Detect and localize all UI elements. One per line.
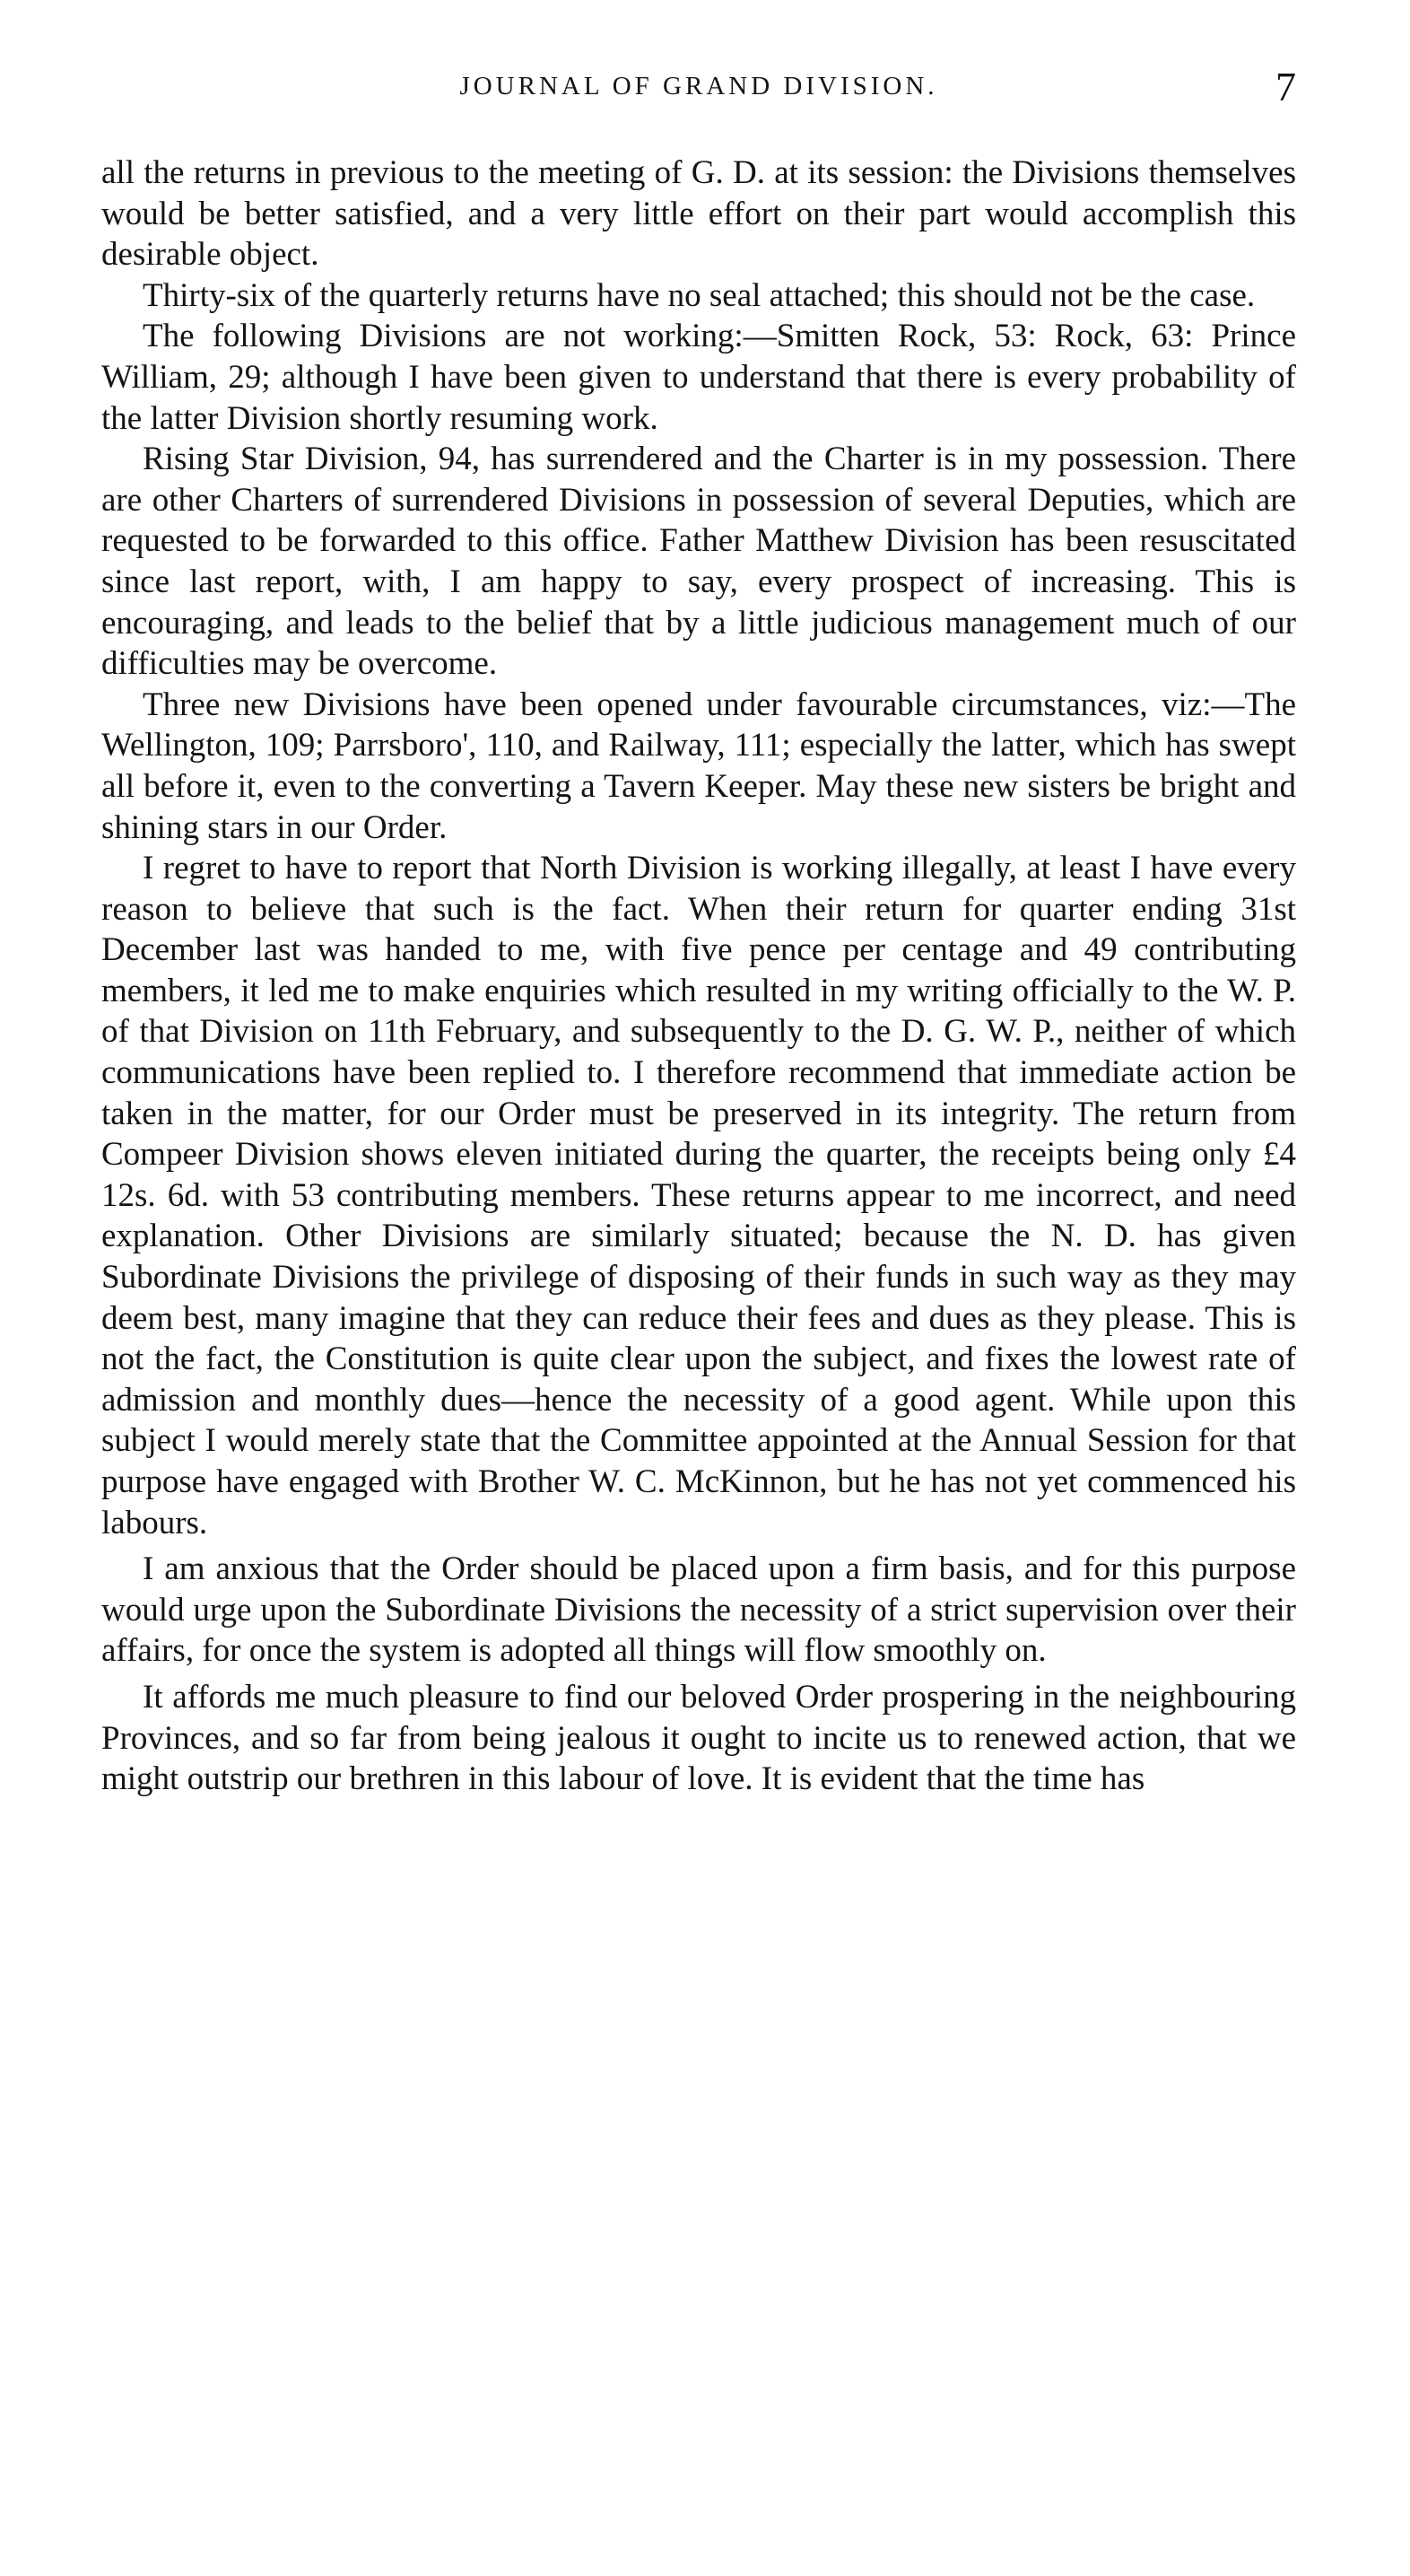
running-header xyxy=(101,63,1296,117)
paragraph-firm-basis: I am anxious that the Order should be placed upon a firm basis, and for this purpose would urge upon the Subordinate Divisions the necessity of a strict supervision over their affairs, for once the system is adopted all things will flow smoothly on. xyxy=(101,1550,1296,1670)
paragraph-north-division: I regret to have to report that North Division is working illegally, at least I have every reason to believe that such is the fact. When their return for quarter ending 31st December last was handed to me, with five pence per centage and 49 contributing members, it led me to make enquiries which resulted in my writing officially to the W. P. of that Division on 11th February, and subsequently to the D. G. W. P., neither of which communications have been replied to. I therefore recommend that immediate action be taken in the matter, for our Order must be preserved in its integrity. The return from Compeer Division shows eleven initiated during the quarter, the receipts being only £4 12s. 6d. with 53 contributing members. These returns appear to me incorrect, and need explanation. Other Divisions are similarly situated; because the N. D. has given Subordinate Divisions the privilege of disposing of their funds in such way as they may deem best, many imagine that they can reduce their fees and dues as they please. This is not the fact, the Constitution is quite clear upon the subject, and fixes the lowest rate of admission and monthly dues—hence the necessity of a good agent. While upon this subject I would merely state that the Committee appointed at the Annual Session for that purpose have engaged with Brother W. C. McKinnon, but he has not yet commenced his labours. xyxy=(101,850,1296,1541)
paragraph-divisions-not-working: The following Divisions are not working:—Smitten Rock, 53: Rock, 63: Prince William, 29; although I have been given to understand that there is every probability of the latter Division shortly resuming work. xyxy=(101,318,1296,437)
running-title: JOURNAL OF GRAND DIVISION. xyxy=(459,72,938,100)
journal-page xyxy=(101,63,1296,1800)
paragraph-new-divisions: Three new Divisions have been opened under favourable circumstances, viz:—The Wellington, 109; Parrsboro', 110, and Railway, 111; especially the latter, which has swept all before it, even to the converting a Tavern Keeper. May these new sisters be bright and shining stars in our Order. xyxy=(101,685,1296,846)
paragraph-neighbouring-provinces: It affords me much pleasure to find our beloved Order prospering in the neighbouring Provinces, and so far from being jealous it ought to incite us to renewed action, that we might outstrip our brethren in this labour of love. It is evident that the time has xyxy=(101,1678,1296,1798)
paragraph-quarterly-returns: Thirty-six of the quarterly returns have no seal attached; this should not be the case. xyxy=(143,276,1256,314)
body-text xyxy=(101,153,1296,1800)
paragraph-returns-continued: all the returns in previous to the meeting of G. D. at its session: the Divisions themselves would be better satisfied, and a very little effort on their part would accomplish this desirable object. xyxy=(101,154,1296,274)
page-number: 7 xyxy=(1275,64,1296,109)
paragraph-rising-star-division: Rising Star Division, 94, has surrendered and the Charter is in my possession. There are other Charters of surrendered Divisions in possession of several Deputies, which are requested to be forwarded to this office. Father Matthew Division has been resuscitated since last report, with, I am happy to say, every prospect of increasing. This is encouraging, and leads to the belief that by a little judicious management much of our difficulties may be overcome. xyxy=(101,441,1296,683)
